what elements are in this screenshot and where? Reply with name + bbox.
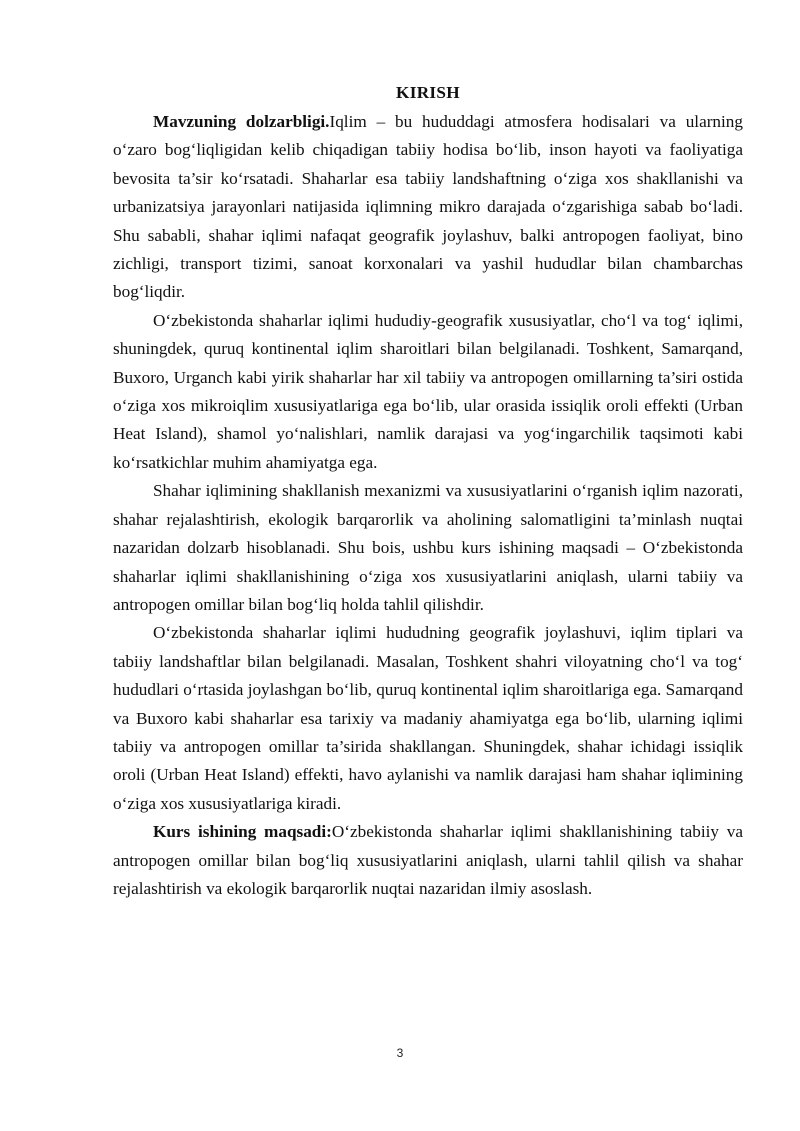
paragraph-text: O‘zbekistonda shaharlar iqlimi shakllanishining tabiiy va antropogen omillar bilan bog‘liq xususiyatlarini aniqlash, ularni tahlil qilish va shahar rejalashtirish va ekologik barqarorlik nuqtai nazaridan ilmiy asoslash. xyxy=(113,822,744,898)
paragraph-text: O‘zbekistonda shaharlar iqlimi hududning geografik joylashuvi, iqlim tiplari va tabiiy landshaftlar bilan belgilanadi. Masalan, Toshkent shahri viloyatning cho‘l va tog‘ hududlari o‘rtasida joylashgan bo‘lib, quruq kontinental iqlim sharoitlariga ega. Samarqand va Buxoro kabi shaharlar esa tarixiy va madaniy ahamiyatga ega bo‘lib, ularning iqlimi tabiiy va antropogen omillar ta’sirida shakllangan. Shuningdek, shahar ichidagi issiqlik oroli (Urban Heat Island) effekti, havo aylanishi va namlik darajasi ham shahar iqlimining o‘ziga xos xususiyatlariga kiradi. xyxy=(113,623,743,813)
paragraph-formation-mechanism xyxy=(113,477,743,619)
paragraph-lead: Kurs ishining maqsadi: xyxy=(153,822,332,842)
paragraph-text: Iqlim – bu hududdagi atmosfera hodisalari va ularning o‘zaro bog‘liqligidan kelib chiqadigan tabiiy hodisa bo‘lib, inson hayoti va faoliyatiga bevosita ta’sir ko‘rsatadi. Shaharlar esa tabiiy landshaftning o‘ziga xos shakllanishi va urbanizatsiya jarayonlari natijasida iqlimning mikro darajada o‘zgarishiga sabab bo‘ladi. Shu sababli, shahar iqlimi nafaqat geografik joylashuv, balki antropogen faoliyat, bino zichligi, transport tizimi, sanoat korxonalari va yashil hududlar bilan chambarchas bog‘liqdir. xyxy=(113,112,743,302)
paragraph-relevance xyxy=(113,108,743,307)
section-title: KIRISH xyxy=(396,83,460,102)
paragraph-text: Shahar iqlimining shakllanish mexanizmi va xususiyatlarini o‘rganish iqlim nazorati, shahar rejalashtirish, ekologik barqarorlik va aholining salomatligini ta’minlash nuqtai nazaridan dolzarb hisoblanadi. Shu bois, ushbu kurs ishining maqsadi – O‘zbekistonda shaharlar iqlimi shakllanishining o‘ziga xos xususiyatlarini aniqlash, ularni tabiiy va antropogen omillar bilan bog‘liq holda tahlil qilishdir. xyxy=(113,481,743,614)
paragraph-course-goal xyxy=(113,818,743,903)
paragraph-text: O‘zbekistonda shaharlar iqlimi hududiy-geografik xususiyatlar, cho‘l va tog‘ iqlimi, shuningdek, quruq kontinental iqlim sharoitlari bilan belgilanadi. Toshkent, Samarqand, Buxoro, Urganch kabi yirik shaharlar har xil tabiiy va antropogen omillarning ta’siri ostida o‘ziga xos mikroiqlim xususiyatlariga ega bo‘lib, ular orasida issiqlik oroli effekti (Urban Heat Island), shamol yo‘nalishlari, namlik darajasi va yog‘ingarchilik taqsimoti kabi ko‘rsatkichlar muhim ahamiyatga ega. xyxy=(113,310,743,472)
page-number: 3 xyxy=(396,1046,404,1060)
paragraph-geography xyxy=(113,619,743,818)
paragraph-lead: Mavzuning dolzarbligi. xyxy=(153,112,330,131)
paragraph-uzbekistan-climate xyxy=(113,307,743,477)
page-content xyxy=(113,83,743,903)
